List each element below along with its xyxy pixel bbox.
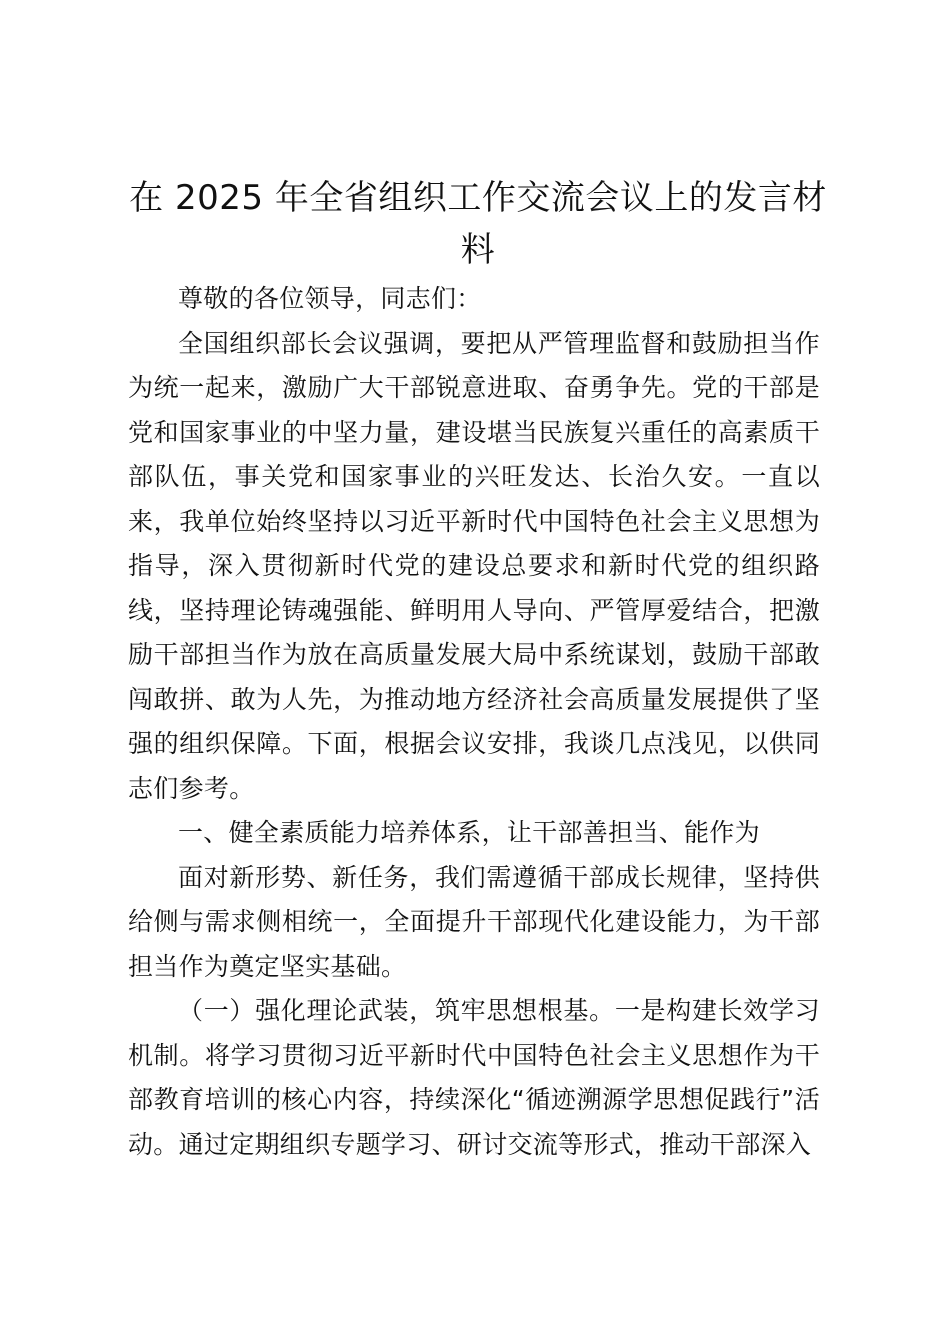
salutation: 尊敬的各位领导，同志们： <box>178 284 482 313</box>
intro-paragraph: 全国组织部长会议强调，要把从严管理监督和鼓励担当作为统一起来，激励广大干部锐意进取、奋勇争先。党的干部是党和国家事业的中坚力量，建设堪当民族复兴重任的高素质干部队伍，事关党和国家事业的兴旺发达、长治久安。一直以来，我单位始终坚持以习近平新时代中国特色社会主义思想为指导，深入贯彻新时代党的建设总要求和新时代党的组织路线，坚持理论铸魂强能、鲜明用人导向、严管厚爱结合，把激励干部担当作为放在高质量发展大局中系统谋划，鼓励干部敢闯敢拼、敢为人先，为推动地方经济社会高质量发展提供了坚强的组织保障。下面，根据会议安排，我谈几点浅见，以供同志们参考。 <box>128 328 820 803</box>
subsection-paragraph: （一）强化理论武装，筑牢思想根基。一是构建长效学习机制。将学习贯彻习近平新时代中国特色社会主义思想作为干部教育培训的核心内容，持续深化“循迹溯源学思想促践行”活动。通过定期组织专题学习、研讨交流等形式，推动干部深入 <box>128 996 820 1159</box>
document-body <box>128 277 820 1167</box>
document-title: 在 2025 年全省组织工作交流会议上的发言材料 <box>129 178 827 270</box>
section-intro-paragraph: 面对新形势、新任务，我们需遵循干部成长规律，坚持供给侧与需求侧相统一，全面提升干部现代化建设能力，为干部担当作为奠定坚实基础。 <box>128 862 820 981</box>
section-heading: 一、健全素质能力培养体系，让干部善担当、能作为 <box>178 818 760 847</box>
